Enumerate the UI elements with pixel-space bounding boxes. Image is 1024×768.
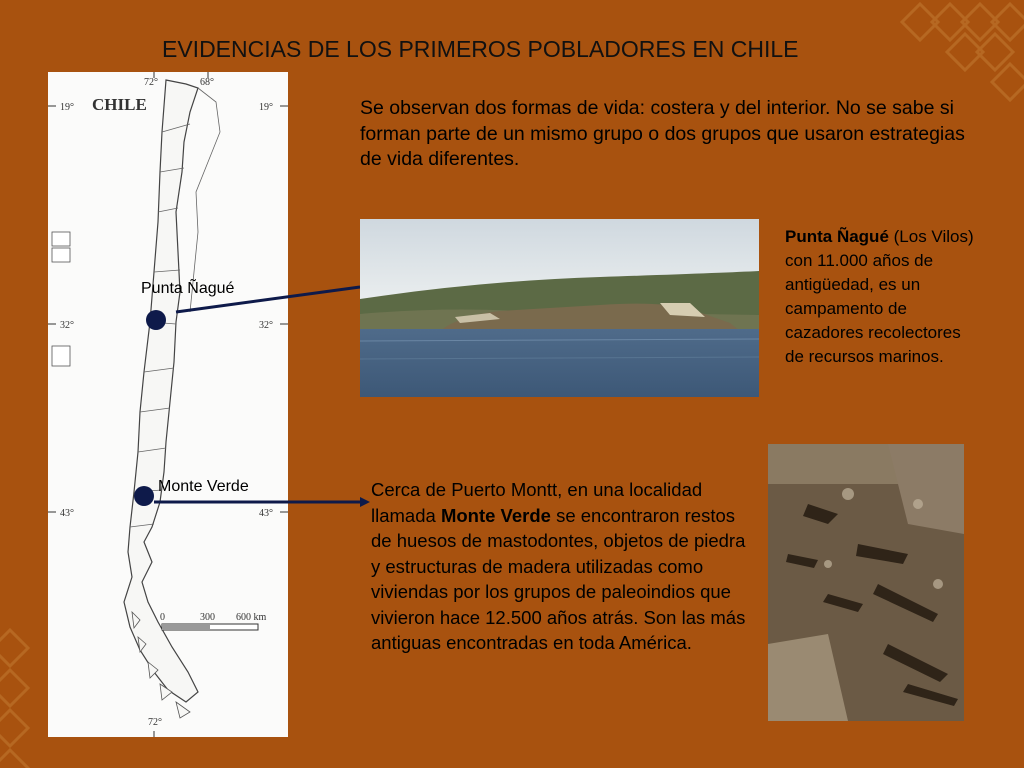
scale-label: 300: [200, 612, 215, 623]
map-title: CHILE: [92, 95, 147, 114]
lat-label: 43°: [60, 508, 74, 519]
site-label-punta-nague: Punta Ñagué: [141, 280, 235, 297]
site-label-monte-verde: Monte Verde: [158, 478, 249, 495]
lat-label: 43°: [259, 508, 273, 519]
coastal-photo-icon: [360, 219, 759, 397]
monte-verde-name: Monte Verde: [440, 504, 551, 526]
lon-label: 72°: [144, 77, 158, 88]
scale-label: 600 km: [236, 612, 267, 623]
lat-label: 19°: [60, 102, 74, 113]
punta-nague-name: Punta Ñagué: [785, 227, 889, 246]
intro-paragraph: Se observan dos formas de vida: costera y del interior. No se sabe si forman parte de un mismo grupo o dos grupos que usaron estrategias de vida diferentes.: [360, 97, 965, 170]
lon-label: 72°: [148, 717, 162, 728]
lon-label: 68°: [200, 77, 214, 88]
monte-verde-text-after: se encontraron restos de huesos de mastodontes, objetos de piedra y estructuras de madera utilizadas como viviendas por los grupos de paleoindios que vivieron hace 12.500 años atrás. Son las más antiguas encontradas en toda América.: [371, 504, 746, 653]
punta-nague-description: [785, 225, 975, 369]
lat-label: 32°: [60, 320, 74, 331]
scale-label: 0: [160, 612, 165, 623]
monte-verde-description: [371, 477, 756, 656]
lat-label: 19°: [259, 102, 273, 113]
punta-nague-photo: [360, 219, 759, 397]
monte-verde-text-before: Cerca de Puerto Montt, en una localidad llamada: [371, 479, 703, 526]
page-title: EVIDENCIAS DE LOS PRIMEROS POBLADORES EN CHILE: [162, 36, 799, 62]
excavation-photo-icon: [768, 444, 964, 721]
monte-verde-photo: [768, 444, 964, 721]
punta-nague-text: (Los Vilos) con 11.000 años de antigüedad, es un campamento de cazadores recolectores de recursos marinos.: [785, 227, 974, 366]
lat-label: 32°: [259, 320, 273, 331]
